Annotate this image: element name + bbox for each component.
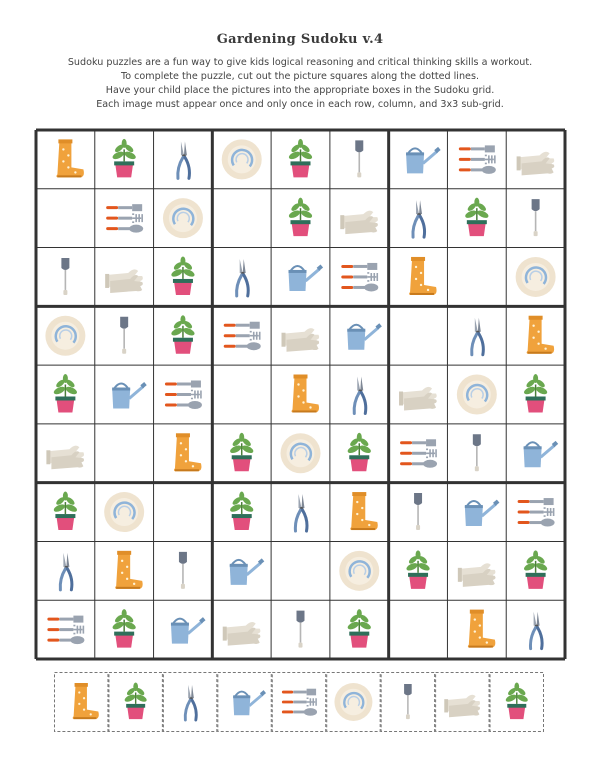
grid-cell[interactable] [506, 365, 565, 424]
grid-cell[interactable] [36, 189, 95, 248]
sun-hat-icon [222, 139, 262, 179]
grid-cell[interactable] [447, 365, 506, 424]
grid-cell[interactable] [95, 189, 154, 248]
grid-cell[interactable] [389, 365, 448, 424]
sun-hat-icon [45, 316, 85, 356]
sun-hat-icon [516, 257, 556, 297]
grid-cell[interactable] [271, 483, 330, 542]
rake-tools-icon [47, 616, 84, 645]
grid-cell[interactable] [154, 424, 213, 483]
cutout-tile[interactable] [272, 673, 325, 732]
instruction-line-4: Each image must appear once and only once in each row, column, and 3x3 sub-grid. [96, 99, 504, 110]
sudoku-grid-svg [34, 128, 567, 661]
rake-tools-icon [341, 263, 378, 292]
grid-cell[interactable] [154, 189, 213, 248]
grid-cell[interactable] [447, 600, 506, 659]
grid-cell[interactable] [389, 600, 448, 659]
grid-cell[interactable] [36, 306, 95, 365]
grid-cell[interactable] [95, 424, 154, 483]
grid-cell[interactable] [154, 306, 213, 365]
grid-cell[interactable] [95, 365, 154, 424]
grid-cell[interactable] [389, 541, 448, 600]
sun-hat-icon [104, 492, 144, 532]
grid-cell[interactable] [389, 424, 448, 483]
grid-cell[interactable] [447, 541, 506, 600]
sun-hat-icon [457, 375, 497, 415]
grid-cell[interactable] [330, 483, 389, 542]
grid-cell[interactable] [506, 130, 565, 189]
grid-cell[interactable] [212, 248, 271, 307]
sun-hat-icon [281, 433, 321, 473]
grid-cell[interactable] [447, 130, 506, 189]
grid-cell[interactable] [330, 189, 389, 248]
cutout-tile[interactable] [163, 673, 216, 732]
cutout-tile[interactable] [490, 673, 543, 732]
worksheet-title: Gardening Sudoku v.4 [216, 32, 384, 47]
grid-cell[interactable] [447, 306, 506, 365]
grid-cell[interactable] [154, 365, 213, 424]
rake-tools-icon [282, 689, 317, 716]
grid-cell[interactable] [154, 130, 213, 189]
grid-cell[interactable] [506, 600, 565, 659]
sun-hat-icon [339, 551, 379, 591]
grid-cell[interactable] [447, 483, 506, 542]
grid-cell[interactable] [389, 189, 448, 248]
grid-cell[interactable] [506, 483, 565, 542]
grid-cell[interactable] [154, 541, 213, 600]
grid-cell[interactable] [271, 248, 330, 307]
rake-tools-icon [518, 498, 555, 527]
instructions [40, 56, 560, 112]
grid-cell[interactable] [330, 306, 389, 365]
grid-cell[interactable] [212, 189, 271, 248]
grid-cell[interactable] [271, 600, 330, 659]
grid-cell[interactable] [330, 130, 389, 189]
cutout-tile[interactable] [381, 673, 434, 732]
grid-cell[interactable] [330, 365, 389, 424]
grid-cell[interactable] [447, 248, 506, 307]
grid-cell[interactable] [212, 130, 271, 189]
grid-cell[interactable] [154, 600, 213, 659]
grid-cell[interactable] [506, 248, 565, 307]
rake-tools-icon [165, 381, 202, 410]
cutout-tile[interactable] [55, 673, 108, 732]
cutout-tile[interactable] [327, 673, 380, 732]
grid-cell[interactable] [447, 424, 506, 483]
grid-cell[interactable] [212, 541, 271, 600]
grid-cell[interactable] [95, 306, 154, 365]
cutout-bank [54, 672, 544, 732]
grid-cell[interactable] [389, 130, 448, 189]
sun-hat-icon [334, 683, 372, 721]
grid-cell[interactable] [36, 541, 95, 600]
grid-cell[interactable] [212, 600, 271, 659]
grid-cell[interactable] [212, 483, 271, 542]
grid-cell[interactable] [271, 130, 330, 189]
cutout-bank-svg [54, 672, 544, 732]
grid-cell[interactable] [506, 541, 565, 600]
grid-cell[interactable] [95, 600, 154, 659]
instruction-line-2: To complete the puzzle, cut out the picture squares along the dotted lines. [120, 71, 480, 82]
grid-cell[interactable] [36, 130, 95, 189]
instruction-line-3: Have your child place the pictures into the appropriate boxes in the Sudoku grid. [105, 85, 495, 96]
grid-cell[interactable] [271, 424, 330, 483]
sudoku-grid [34, 128, 567, 661]
grid-cell[interactable] [212, 365, 271, 424]
grid-cell[interactable] [330, 424, 389, 483]
grid-cell[interactable] [36, 248, 95, 307]
cutout-tile[interactable] [436, 673, 489, 732]
grid-cell[interactable] [389, 306, 448, 365]
grid-cell[interactable] [271, 306, 330, 365]
rake-tools-icon [224, 322, 261, 351]
sun-hat-icon [163, 198, 203, 238]
rake-tools-icon [400, 439, 437, 468]
cutout-tile[interactable] [218, 673, 271, 732]
grid-cell[interactable] [95, 541, 154, 600]
grid-cell[interactable] [212, 424, 271, 483]
grid-cell[interactable] [36, 483, 95, 542]
grid-cell[interactable] [36, 600, 95, 659]
grid-cell[interactable] [212, 306, 271, 365]
grid-cell[interactable] [95, 248, 154, 307]
rake-tools-icon [459, 145, 496, 174]
grid-cell[interactable] [506, 424, 565, 483]
grid-cell[interactable] [389, 483, 448, 542]
grid-cell[interactable] [271, 189, 330, 248]
grid-cell[interactable] [447, 189, 506, 248]
grid-cell[interactable] [506, 189, 565, 248]
cutout-tile[interactable] [109, 673, 162, 732]
grid-cell[interactable] [95, 483, 154, 542]
grid-cell[interactable] [330, 541, 389, 600]
grid-cell[interactable] [389, 248, 448, 307]
grid-cell[interactable] [330, 248, 389, 307]
grid-cell[interactable] [271, 541, 330, 600]
grid-cell[interactable] [36, 424, 95, 483]
grid-cell[interactable] [330, 600, 389, 659]
rake-tools-icon [106, 204, 143, 233]
grid-cell[interactable] [271, 365, 330, 424]
instruction-line-1: Sudoku puzzles are a fun way to give kids logical reasoning and critical thinking skills a workout. [67, 57, 533, 68]
grid-cell[interactable] [154, 483, 213, 542]
grid-cell[interactable] [506, 306, 565, 365]
grid-cell[interactable] [95, 130, 154, 189]
grid-cell[interactable] [154, 248, 213, 307]
grid-cell[interactable] [36, 365, 95, 424]
